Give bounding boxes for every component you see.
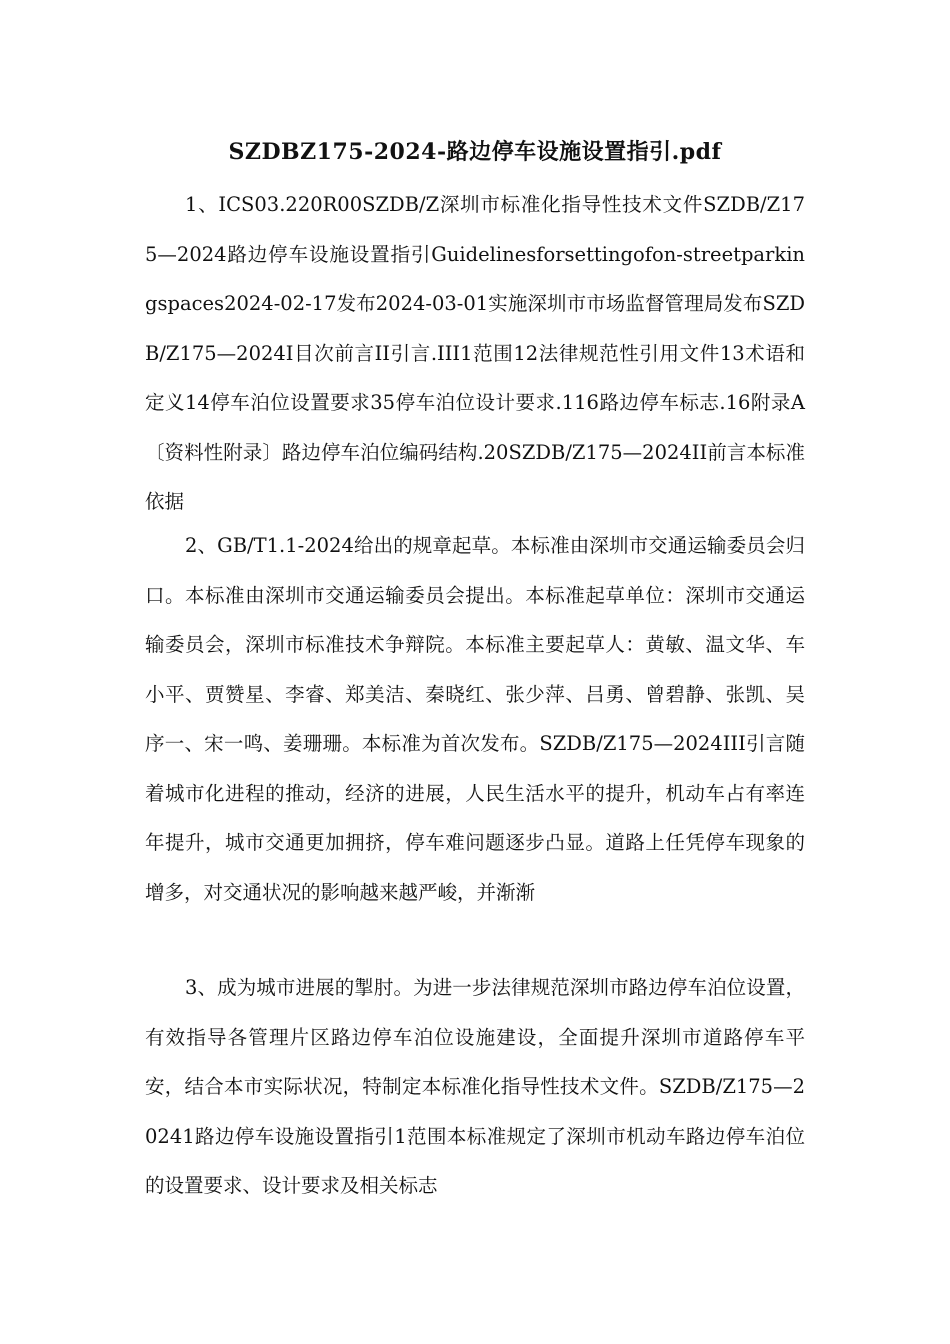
paragraph-2: 2、GB/T1.1-2024给出的规章起草。本标准由深圳市交通运输委员会归口。本标准由深圳市交通运输委员会提出。本标准起草单位：深圳市交通运输委员会，深圳市标准技术争辩院。本标准主要起草人：黄敏、温文华、车小平、贾赞星、李睿、郑美洁、秦晓红、张少萍、吕勇、曾碧静、张凯、吴序一、宋一鸣、姜珊珊。本标准为首次发布。SZDB/Z175—2024III引言随着城市化进程的推动，经济的进展，人民生活水平的提升，机动车占有率连年提升，城市交通更加拥挤，停车难问题逐步凸显。道路上任凭停车现象的增多，对交通状况的影响越来越严峻，并渐渐	[145, 534, 805, 904]
paragraph-3: 3、成为城市进展的掣肘。为进一步法律规范深圳市路边停车泊位设置，有效指导各管理片区路边停车泊位设施建设，全面提升深圳市道路停车平安，结合本市实际状况，特制定本标准化指导性技术文件。SZDB/Z175—20241路边停车设施设置指引1范围本标准规定了深圳市机动车路边停车泊位的设置要求、设计要求及相关标志	[145, 976, 805, 1197]
document-title: SZDBZ175-2024-路边停车设施设置指引.pdf	[228, 139, 722, 165]
paragraph-1: 1、ICS03.220R00SZDB/Z深圳市标准化指导性技术文件SZDB/Z175—2024路边停车设施设置指引Guidelinesforsettingofon-streetparkingspaces2024-02-17发布2024-03-01实施深圳市市场监督管理局发布SZDB/Z175—2024I目次前言II引言.III1范围12法律规范性引用文件13术语和定义14停车泊位设置要求35停车泊位设计要求.116路边停车标志.16附录A〔资料性附录〕路边停车泊位编码结构.20SZDB/Z175—2024II前言本标准依据	[145, 193, 805, 513]
